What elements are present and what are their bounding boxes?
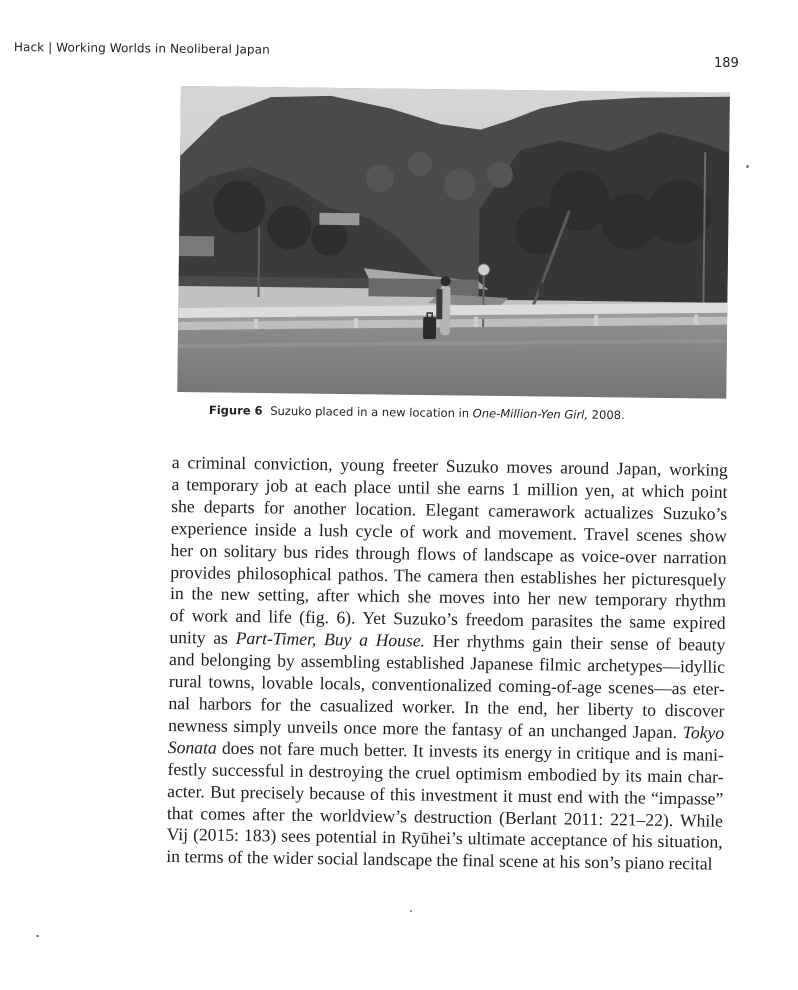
text-segment: of work and life (fig. 6). Yet Suzuko’s freedom parasites the same expired — [169, 605, 726, 634]
text-segment: nal harbors for the casualized worker. In the end, her liberty to discover — [168, 692, 725, 721]
text-segment: she departs for another location. Elegant camerawork actualizes Suzuko’s — [171, 495, 728, 524]
scan-speck — [410, 910, 412, 912]
text-segment: provides philosophical pathos. The camera then establishes her picturesquely — [170, 561, 727, 590]
italic-title: Sonata — [167, 736, 217, 758]
text-segment: her on solitary bus rides through flows of landscape as voice-over narration — [170, 539, 727, 568]
text-segment: a criminal conviction, young freeter Suzuko moves around Japan, working — [171, 452, 728, 480]
text-segment: acter. But precisely because of this investment it must end with the “impasse” — [167, 780, 724, 809]
figure-label: Figure 6 — [208, 403, 263, 418]
italic-title: Part-Timer, Buy a House. — [235, 628, 426, 651]
text-segment: unity as — [169, 627, 236, 649]
text-segment: in the new setting, after which she moves into her new temporary rhythm — [169, 583, 727, 612]
text-segment: does not fare much better. It invests its energy in critique and is mani- — [216, 737, 724, 765]
scan-speck — [746, 165, 749, 168]
figure-photo — [177, 86, 730, 399]
page-number: 189 — [714, 56, 739, 71]
caption-text: Suzuko placed in a new location in — [270, 403, 470, 421]
text-segment: Vij (2015: 183) sees potential in Ryūhei’s ultimate acceptance of his situation, — [166, 824, 723, 853]
figure-caption — [209, 403, 625, 422]
italic-title: Tokyo — [682, 722, 725, 743]
text-segment: rural towns, lovable locals, conventionalized coming-of-age scenes—as eter- — [168, 671, 725, 699]
text-segment: a temporary job at each place until she earns 1 million yen, at which point — [171, 473, 728, 502]
caption-film-title: One-Million-Yen Girl, — [472, 406, 589, 422]
running-head: Hack | Working Worlds in Neoliberal Japan — [13, 40, 270, 57]
text-segment: newness simply unveils once more the fantasy of an unchanged Japan. — [168, 714, 683, 743]
scan-speck — [36, 935, 39, 937]
text-segment: and belonging by assembling established Japanese filmic archetypes—idyllic — [168, 649, 726, 677]
text-segment: in terms of the wider social landscape the final scene at his son’s piano recital — [166, 846, 713, 874]
text-segment: that comes after the worldview’s destruction (Berlant 2011: 221–22). While — [166, 802, 724, 831]
body-paragraph — [166, 452, 732, 876]
text-segment: experience inside a lush cycle of work and movement. Travel scenes show — [170, 517, 728, 546]
text-segment: festly successful in destroying the cruel optimism embodied by its main char- — [167, 758, 724, 787]
caption-year: 2008. — [591, 407, 625, 423]
text-segment: Her rhythms gain their sense of beauty — [424, 630, 726, 655]
